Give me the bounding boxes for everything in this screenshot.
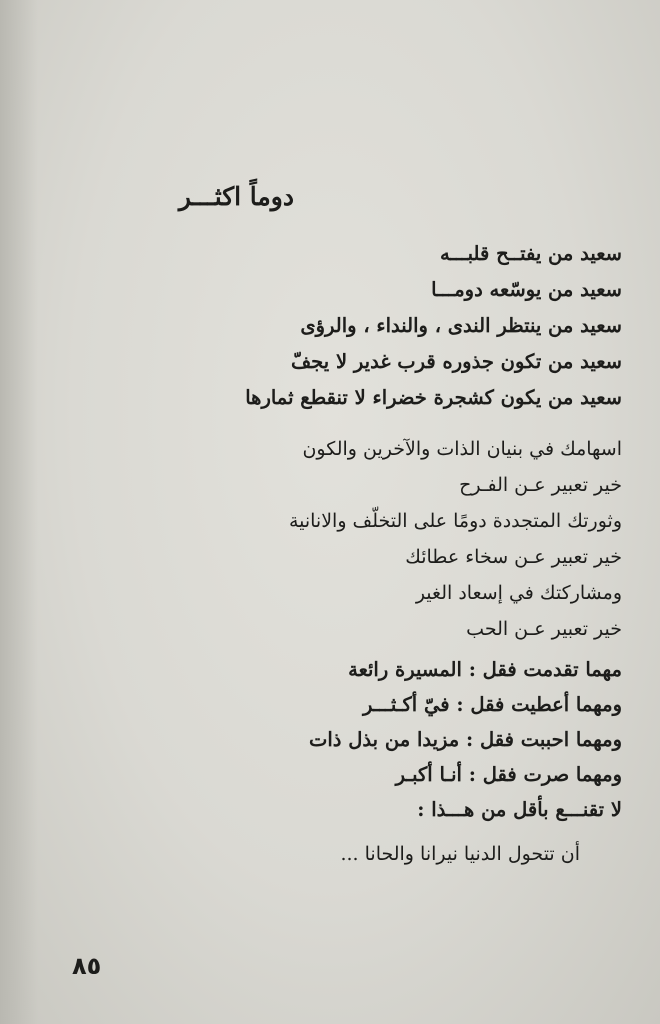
poem-line: مهما تقدمت فقل : المسيرة رائعة [348, 658, 622, 681]
poem-line: ومهما أعطيت فقل : فيّ أكـثـــر [362, 693, 622, 716]
page-edge-shadow [0, 0, 38, 1024]
poem-line: اسهامك في بنيان الذات والآخرين والكون [302, 438, 622, 460]
poem-line: ومهما صرت فقل : أنـا أكبـر [395, 763, 622, 786]
poem-line: وثورتك المتجددة دومًا على التخلّف والانانية [288, 510, 622, 532]
poem-line: سعيد من يوسّعه دومـــا [431, 278, 622, 301]
poem-line: سعيد من تكون جذوره قرب غدير لا يجفّ [291, 350, 622, 373]
poem-line: ومهما احببت فقل : مزيدا من بذل ذات [309, 728, 622, 751]
poem-line: خير تعبير عـن الفـرح [459, 474, 622, 496]
poem-line: سعيد من يكون كشجرة خضراء لا تنقطع ثمارها [245, 386, 622, 409]
poem-title: دوماً اكثـــر [178, 182, 294, 211]
poem-line: خير تعبير عـن الحب [466, 618, 622, 640]
page-number: ٨٥ [72, 952, 102, 980]
poem-line: خير تعبير عـن سخاء عطائك [405, 546, 622, 568]
closing-line: أن تتحول الدنيا نيرانا والحانا ... [340, 843, 580, 865]
poem-line: ومشاركتك في إسعاد الغير [415, 582, 622, 604]
stanza-1 [245, 236, 622, 416]
poem-line: لا تقنـــع بأقل من هـــذا : [417, 798, 622, 821]
stanza-3 [309, 652, 622, 827]
poem-line: سعيد من يفتــح قلبـــه [440, 242, 622, 265]
stanza-2 [289, 431, 622, 647]
poem-line: سعيد من ينتظر الندى ، والنداء ، والرؤى [300, 314, 622, 337]
